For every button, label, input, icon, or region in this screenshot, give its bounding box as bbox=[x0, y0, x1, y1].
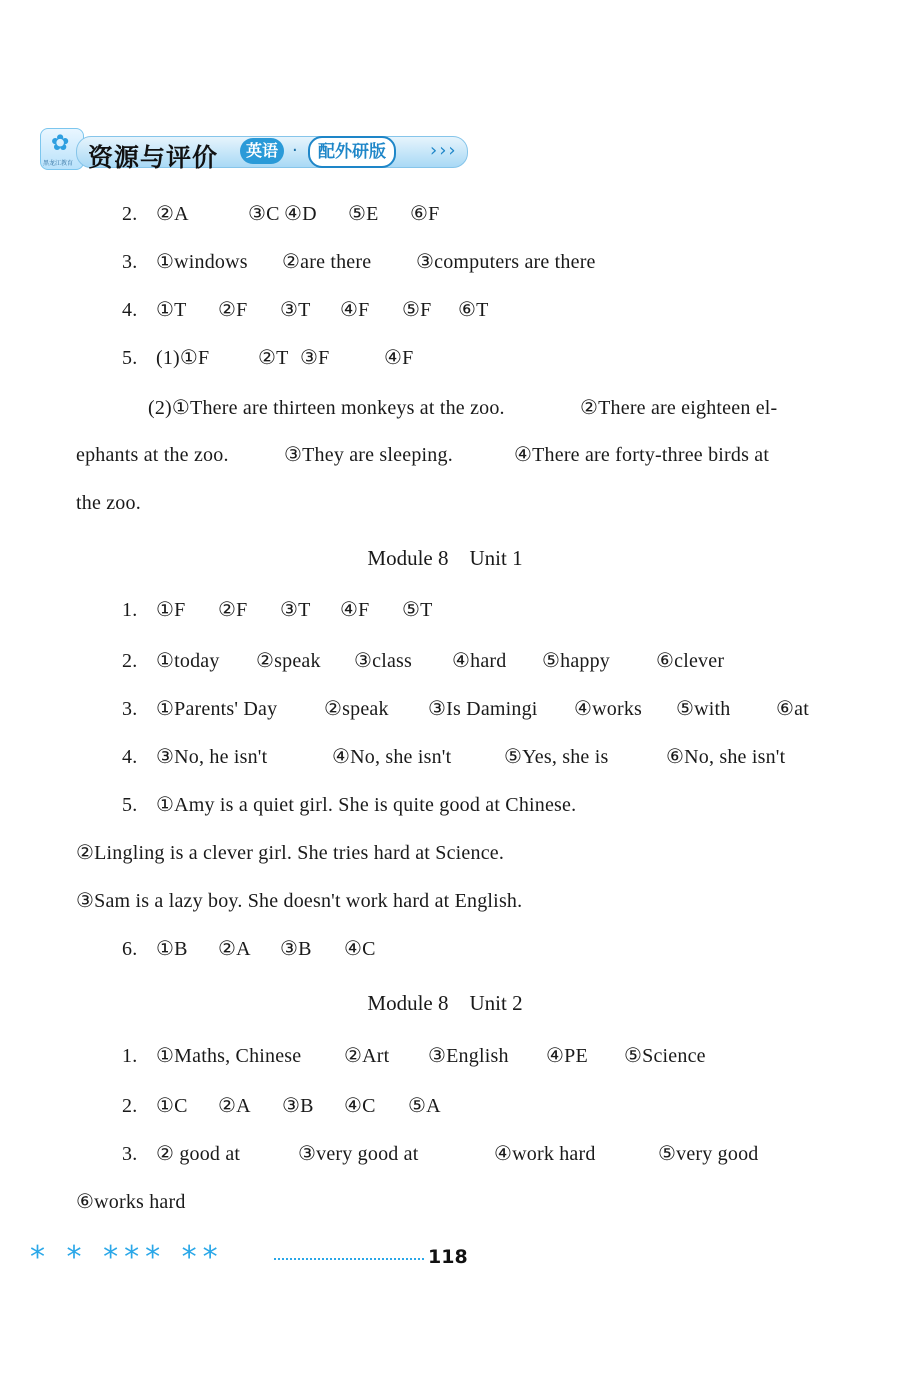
answer-item: ⑤A bbox=[408, 1095, 441, 1117]
subject-badge: 英语 bbox=[240, 138, 284, 164]
answer-item: the zoo. bbox=[76, 492, 141, 514]
answer-item: ⑤with bbox=[676, 698, 731, 720]
answer-item: ①C bbox=[156, 1095, 188, 1117]
answer-item: ⑤T bbox=[402, 599, 433, 621]
answer-item: ⑥No, she isn't bbox=[666, 746, 786, 768]
answer-item: ④C bbox=[344, 1095, 376, 1117]
logo-text: 黑龙江教育 bbox=[43, 160, 74, 167]
answer-item: ⑥clever bbox=[656, 650, 725, 672]
answer-item: ⑤Science bbox=[624, 1045, 706, 1067]
edition-badge: 配外研版 bbox=[308, 136, 396, 168]
answer-item: ⑥works hard bbox=[76, 1191, 186, 1213]
question-number: 6. bbox=[122, 938, 138, 960]
answer-item: (2)①There are thirteen monkeys at the zoo. bbox=[148, 397, 505, 419]
answer-item: ②Art bbox=[344, 1045, 390, 1067]
answer-item: ④works bbox=[574, 698, 643, 720]
answer-item: ②A bbox=[218, 938, 251, 960]
question-number: 2. bbox=[122, 1095, 138, 1117]
answer-item: ③Sam is a lazy boy. She doesn't work hard at English. bbox=[76, 890, 523, 912]
answer-item: ③computers are there bbox=[416, 251, 596, 273]
answer-item: ③T bbox=[280, 599, 311, 621]
answer-item: ⑤E bbox=[348, 203, 379, 225]
star-decoration-icon: * * *** ** bbox=[30, 1240, 224, 1275]
question-number: 1. bbox=[122, 599, 138, 621]
answer-item: ④hard bbox=[452, 650, 507, 672]
answer-item: ②speak bbox=[256, 650, 321, 672]
answer-item: ①today bbox=[156, 650, 220, 672]
question-number: 2. bbox=[122, 650, 138, 672]
answer-item: ⑤happy bbox=[542, 650, 611, 672]
question-number: 2. bbox=[122, 203, 138, 225]
answer-item: ⑥T bbox=[458, 299, 489, 321]
answer-item: ③No, he isn't bbox=[156, 746, 268, 768]
answer-item: ③B bbox=[282, 1095, 314, 1117]
answer-item: ②There are eighteen el- bbox=[580, 397, 778, 419]
answer-item: ④F bbox=[340, 599, 370, 621]
question-number: 4. bbox=[122, 299, 138, 321]
answer-item: ⑥at bbox=[776, 698, 809, 720]
answer-item: ③T bbox=[280, 299, 311, 321]
page-number: 118 bbox=[428, 1246, 468, 1268]
answer-item: ②Lingling is a clever girl. She tries hard at Science. bbox=[76, 842, 505, 864]
answer-item: ③class bbox=[354, 650, 413, 672]
dotted-leader bbox=[274, 1258, 424, 1260]
answer-item: ④PE bbox=[546, 1045, 588, 1067]
answer-item: ①B bbox=[156, 938, 188, 960]
answer-item: ③F bbox=[300, 347, 330, 369]
book-title: 资源与评价 bbox=[88, 143, 219, 172]
question-number: 5. bbox=[122, 794, 138, 816]
answer-item: (1)①F bbox=[156, 347, 210, 369]
answer-item: ④There are forty-three birds at bbox=[514, 444, 770, 466]
answer-item: ②F bbox=[218, 299, 248, 321]
answer-item: ④No, she isn't bbox=[332, 746, 452, 768]
module-heading: Module 8 Unit 1 bbox=[367, 546, 523, 570]
answer-item: ⑤very good bbox=[658, 1143, 759, 1165]
answer-item: ①F bbox=[156, 599, 186, 621]
chevron-right-icon: ››› bbox=[430, 140, 458, 161]
question-number: 3. bbox=[122, 1143, 138, 1165]
answer-item: ③B bbox=[280, 938, 312, 960]
answer-item: ③English bbox=[428, 1045, 509, 1067]
answer-item: ①Maths, Chinese bbox=[156, 1045, 302, 1067]
answer-item: ⑤F bbox=[402, 299, 432, 321]
answer-item: ②are there bbox=[282, 251, 372, 273]
answer-item: ②A bbox=[156, 203, 189, 225]
answer-item: ⑤Yes, she is bbox=[504, 746, 609, 768]
star-icon: ✿ bbox=[51, 131, 70, 156]
answer-item: ④D bbox=[284, 203, 317, 225]
question-number: 3. bbox=[122, 251, 138, 273]
question-number: 3. bbox=[122, 698, 138, 720]
answer-item: ③very good at bbox=[298, 1143, 419, 1165]
answer-item: ①Parents' Day bbox=[156, 698, 278, 720]
answer-item: ②F bbox=[218, 599, 248, 621]
answer-item: ③C bbox=[248, 203, 280, 225]
answer-item: ①T bbox=[156, 299, 187, 321]
answer-item: ephants at the zoo. bbox=[76, 444, 229, 466]
answer-item: ①windows bbox=[156, 251, 248, 273]
answer-item: ⑥F bbox=[410, 203, 440, 225]
header-separator: · bbox=[292, 140, 298, 161]
answer-item: ②A bbox=[218, 1095, 251, 1117]
page-footer bbox=[0, 1236, 900, 1284]
question-number: 5. bbox=[122, 347, 138, 369]
answer-item: ② good at bbox=[156, 1143, 241, 1165]
answer-item: ③They are sleeping. bbox=[284, 444, 453, 466]
answer-item: ④C bbox=[344, 938, 376, 960]
answer-item: ③Is Damingi bbox=[428, 698, 538, 720]
answer-item: ②T bbox=[258, 347, 289, 369]
answer-item: ②speak bbox=[324, 698, 389, 720]
answer-item: ①Amy is a quiet girl. She is quite good at Chinese. bbox=[156, 794, 577, 816]
answer-item: ④F bbox=[384, 347, 414, 369]
question-number: 4. bbox=[122, 746, 138, 768]
answer-item: ④F bbox=[340, 299, 370, 321]
answer-item: ④work hard bbox=[494, 1143, 596, 1165]
module-heading: Module 8 Unit 2 bbox=[367, 991, 523, 1015]
question-number: 1. bbox=[122, 1045, 138, 1067]
